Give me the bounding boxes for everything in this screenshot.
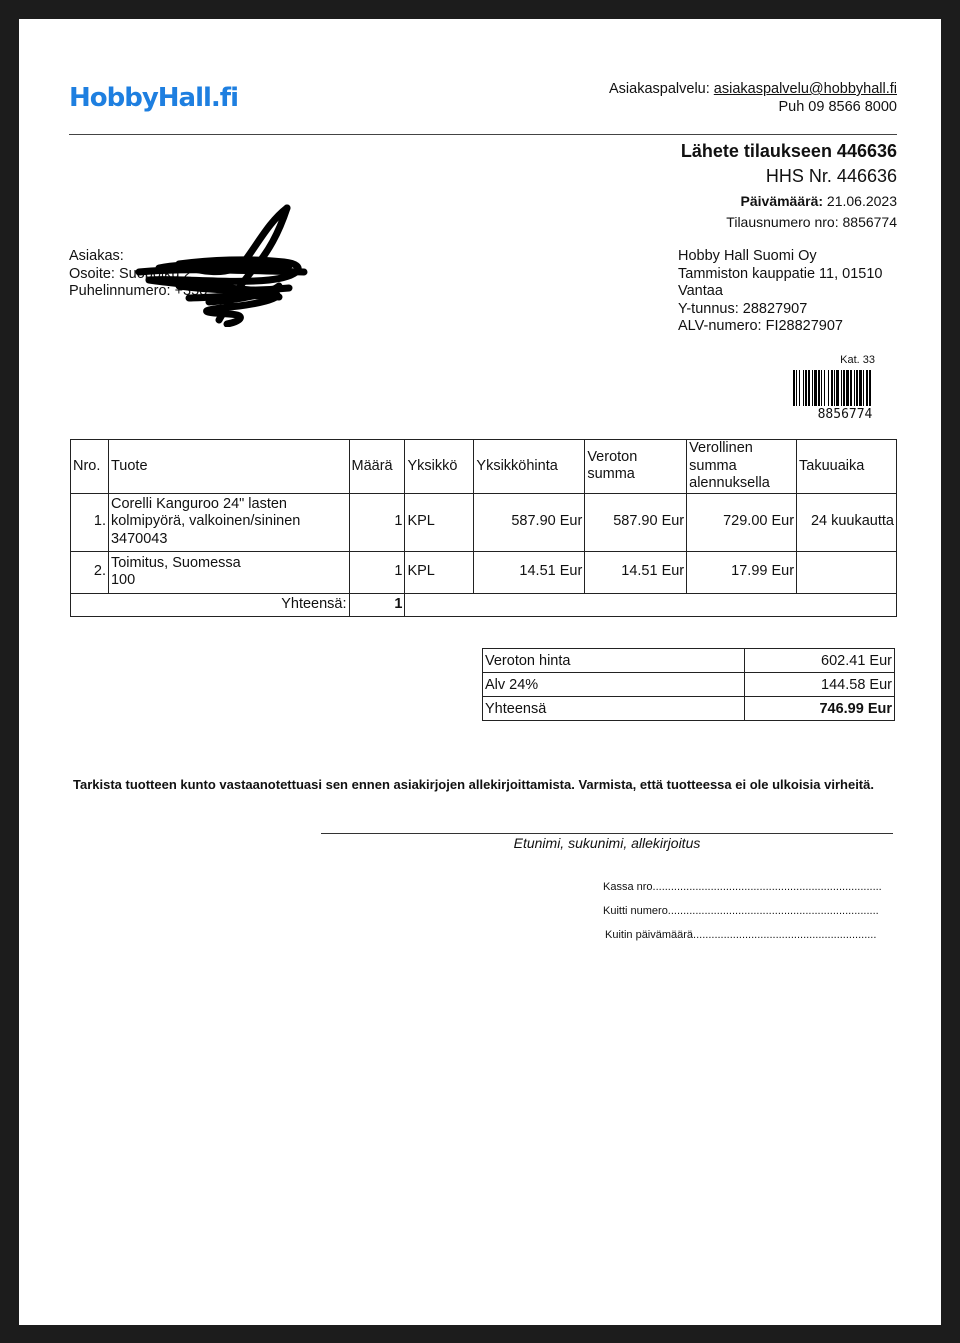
table-row bbox=[71, 493, 897, 551]
barcode-bar bbox=[818, 370, 820, 406]
barcode-bar bbox=[866, 370, 868, 406]
barcode-bar bbox=[850, 370, 852, 406]
company-line: Vantaa bbox=[678, 283, 723, 299]
net-price-value: 602.41 Eur bbox=[745, 649, 895, 673]
row-unit: KPL bbox=[405, 493, 474, 551]
header-unit-price: Yksikköhinta bbox=[474, 440, 585, 494]
date-value: 21.06.2023 bbox=[826, 193, 897, 209]
grand-total-value: 746.99 Eur bbox=[745, 697, 895, 721]
company-line: ALV-numero: FI28827907 bbox=[678, 318, 843, 334]
company-line: Y-tunnus: 28827907 bbox=[678, 300, 808, 317]
barcode-bar bbox=[841, 370, 842, 406]
inspection-notice: Tarkista tuotteen kunto vastaanotettuasi sen ennen asiakirjojen allekirjoittamista. Varmista, että tuotteessa ei ole ulkoisia virheitä. bbox=[73, 777, 874, 792]
barcode-bar bbox=[803, 370, 804, 406]
customer-service-phone: Puh 09 8566 8000 bbox=[778, 99, 897, 115]
redaction-scribble bbox=[119, 202, 319, 327]
row-nro: 2. bbox=[71, 551, 109, 593]
customer-service-email-link[interactable]: asiakaspalvelu@hobbyhall.fi bbox=[713, 81, 897, 97]
barcode-bar bbox=[828, 370, 829, 406]
header-product: Tuote bbox=[108, 440, 349, 494]
summary-row bbox=[483, 649, 895, 673]
barcode-bar bbox=[846, 370, 849, 406]
order-items-table bbox=[70, 439, 897, 617]
total-label: Yhteensä: bbox=[71, 593, 350, 616]
register-number-field: Kassa nro........................................................................... bbox=[603, 881, 882, 893]
barcode-bar bbox=[821, 370, 822, 406]
row-unit-price: 587.90 Eur bbox=[474, 493, 585, 551]
customer-name-label: Asiakas: bbox=[69, 248, 124, 264]
header-divider bbox=[69, 134, 897, 135]
net-price-label: Veroton hinta bbox=[483, 649, 745, 673]
row-qty: 1 bbox=[349, 493, 405, 551]
row-net-sum: 587.90 Eur bbox=[585, 493, 687, 551]
row-qty: 1 bbox=[349, 551, 405, 593]
product-code: 100 bbox=[110, 572, 136, 588]
header-qty: Määrä bbox=[349, 440, 405, 494]
header-nro: Nro. bbox=[71, 440, 109, 494]
barcode-bar bbox=[836, 370, 839, 406]
total-empty bbox=[405, 593, 897, 616]
product-name: Corelli Kanguroo 24" lasten kolmipyörä, valkoinen/sininen bbox=[110, 495, 301, 530]
order-barcode bbox=[793, 370, 897, 406]
header-unit: Yksikkö bbox=[405, 440, 474, 494]
row-warranty: 24 kuukautta bbox=[797, 493, 897, 551]
summary-row bbox=[483, 697, 895, 721]
row-gross-sum: 729.00 Eur bbox=[687, 493, 797, 551]
row-net-sum: 14.51 Eur bbox=[585, 551, 687, 593]
row-gross-sum: 17.99 Eur bbox=[687, 551, 797, 593]
vat-label: Alv 24% bbox=[483, 673, 745, 697]
company-line: Tammiston kauppatie 11, 01510 bbox=[678, 265, 883, 282]
product-code: 3470043 bbox=[110, 530, 168, 547]
row-unit: KPL bbox=[405, 551, 474, 593]
header-warranty: Takuuaika bbox=[797, 440, 897, 494]
document-header bbox=[681, 140, 897, 232]
barcode-bar bbox=[805, 370, 807, 406]
row-warranty bbox=[797, 551, 897, 593]
hobbyhall-logo: HobbyHall.fi bbox=[69, 83, 239, 113]
barcode-bar bbox=[869, 370, 871, 406]
header-gross-sum: Verollinen summa alennuksella bbox=[687, 440, 797, 494]
row-product bbox=[108, 551, 349, 593]
barcode-bar bbox=[834, 370, 835, 406]
vat-value: 144.58 Eur bbox=[745, 673, 895, 697]
barcode-bar bbox=[808, 370, 810, 406]
price-summary-table bbox=[482, 648, 895, 721]
barcode-bar bbox=[796, 370, 797, 406]
barcode-bar bbox=[856, 370, 858, 406]
row-unit-price: 14.51 Eur bbox=[474, 551, 585, 593]
barcode-bar bbox=[859, 370, 862, 406]
customer-address-label: Osoite: Suopolku 2 bbox=[69, 265, 192, 282]
barcode-bar bbox=[843, 370, 845, 406]
total-qty: 1 bbox=[349, 593, 405, 616]
customer-service-block bbox=[609, 80, 897, 116]
hhs-number: HHS Nr. 446636 bbox=[765, 166, 897, 186]
customer-phone-label: Puhelinnumero: +358 bbox=[69, 283, 208, 299]
document-date bbox=[681, 190, 897, 212]
order-number: Tilausnumero nro: 8856774 bbox=[726, 214, 897, 230]
date-label: Päivämäärä: bbox=[740, 193, 824, 209]
product-name: Toimitus, Suomessa bbox=[110, 554, 241, 571]
row-nro: 1. bbox=[71, 493, 109, 551]
receipt-date-field: Kuitin päivämäärä............................................................ bbox=[605, 929, 877, 941]
customer-service-label: Asiakaspalvelu: bbox=[609, 81, 710, 97]
company-line: Hobby Hall Suomi Oy bbox=[678, 248, 817, 264]
barcode-bar bbox=[799, 370, 800, 406]
row-product bbox=[108, 493, 349, 551]
barcode-bar bbox=[854, 370, 855, 406]
signature-label: Etunimi, sukunimi, allekirjoitus bbox=[513, 835, 701, 851]
barcode-bar bbox=[814, 370, 817, 406]
grand-total-label: Yhteensä bbox=[483, 697, 745, 721]
barcode-bar bbox=[812, 370, 813, 406]
kat-label: Kat. 33 bbox=[840, 354, 875, 366]
barcode-bar bbox=[824, 370, 825, 406]
document-title: Lähete tilaukseen 446636 bbox=[680, 141, 897, 161]
table-header-row bbox=[71, 440, 897, 494]
signature-line bbox=[321, 833, 893, 834]
barcode-number: 8856774 bbox=[817, 407, 873, 422]
barcode-bar bbox=[863, 370, 864, 406]
barcode-bar bbox=[831, 370, 833, 406]
table-total-row bbox=[71, 593, 897, 616]
receipt-number-field: Kuitti numero..................................................................... bbox=[603, 905, 879, 917]
delivery-note-page bbox=[19, 19, 941, 1325]
summary-row bbox=[483, 673, 895, 697]
table-row bbox=[71, 551, 897, 593]
barcode-bar bbox=[793, 370, 795, 406]
header-net-sum: Veroton summa bbox=[585, 440, 687, 494]
seller-company-info bbox=[678, 248, 882, 336]
